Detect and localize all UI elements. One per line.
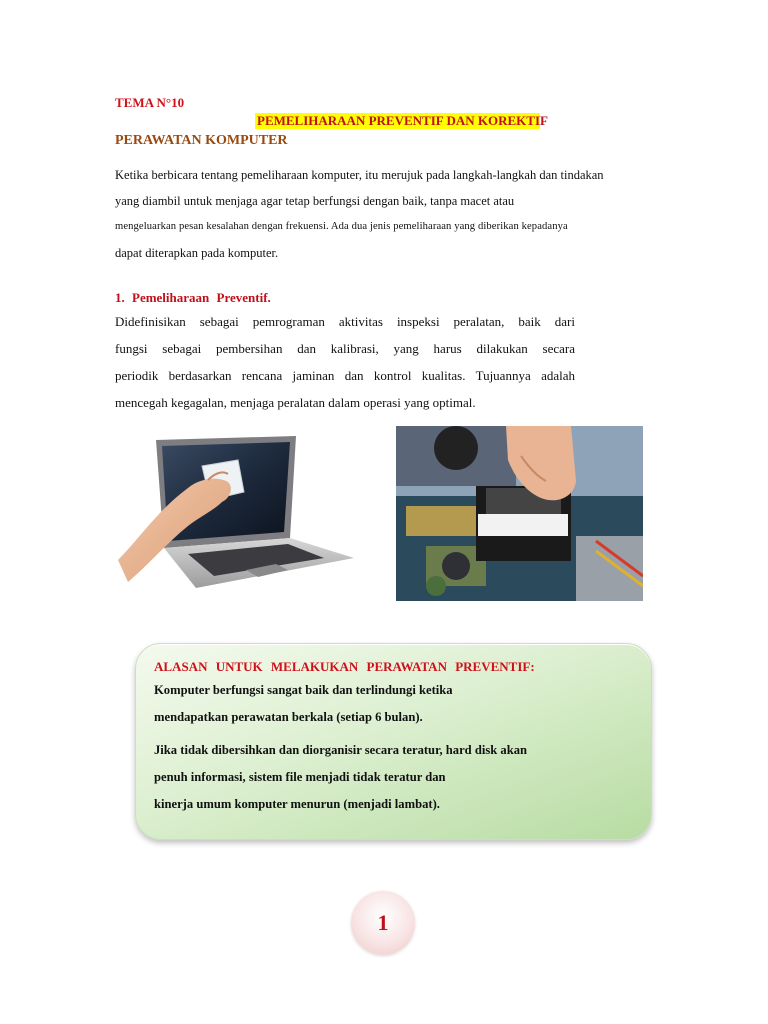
callout-line: Jika tidak dibersihkan dan diorganisir secara teratur, hard disk akan bbox=[154, 743, 527, 757]
callout-line: Komputer berfungsi sangat baik dan terlindungi ketika bbox=[154, 683, 453, 697]
cpu-fan-image bbox=[396, 426, 643, 601]
page-title: PEMELIHARAAN PREVENTIF DAN KOREKTIF bbox=[257, 113, 548, 128]
callout-heading: ALASAN UNTUK MELAKUKAN PERAWATAN PREVENTIF: bbox=[154, 659, 535, 674]
callout-line: kinerja umum komputer menurun (menjadi lambat). bbox=[154, 797, 440, 811]
intro-paragraph bbox=[115, 162, 685, 266]
callout-paragraph-1 bbox=[154, 677, 453, 731]
cpu-icon bbox=[396, 426, 643, 601]
intro-line: dapat diterapkan pada komputer. bbox=[115, 246, 279, 260]
intro-line: Ketika berbicara tentang pemeliharaan komputer, itu merujuk pada langkah-langkah dan tindakan bbox=[115, 168, 604, 182]
section-body-preventive bbox=[115, 308, 575, 416]
section-line: periodik berdasarkan rencana jaminan dan kontrol kualitas. Tujuannya adalah bbox=[115, 368, 575, 383]
laptop-cleaning-image bbox=[118, 430, 358, 590]
page-number: 1 bbox=[351, 891, 415, 955]
laptop-icon bbox=[118, 430, 358, 590]
callout-line: mendapatkan perawatan berkala (setiap 6 bulan). bbox=[154, 710, 423, 724]
theme-number: TEMA N°10 bbox=[115, 95, 185, 110]
page-subtitle: PERAWATAN KOMPUTER bbox=[115, 133, 288, 148]
section-line: mencegah kegagalan, menjaga peralatan dalam operasi yang optimal. bbox=[115, 395, 476, 410]
callout-paragraph-2 bbox=[154, 737, 527, 818]
section-line: fungsi sebagai pembersihan dan kalibrasi, yang harus dilakukan secara bbox=[115, 341, 575, 356]
callout-line: penuh informasi, sistem file menjadi tidak teratur dan bbox=[154, 770, 446, 784]
intro-line: mengeluarkan pesan kesalahan dengan frekuensi. Ada dua jenis pemeliharaan yang diberikan kepadanya bbox=[115, 221, 568, 232]
intro-line: yang diambil untuk menjaga agar tetap berfungsi dengan baik, tanpa macet atau bbox=[115, 194, 515, 208]
section-line: Didefinisikan sebagai pemrograman aktivitas inspeksi peralatan, baik dari bbox=[115, 314, 575, 329]
preventive-reasons-callout bbox=[135, 643, 652, 840]
section-heading-preventive: 1. Pemeliharaan Preventif. bbox=[115, 290, 271, 305]
